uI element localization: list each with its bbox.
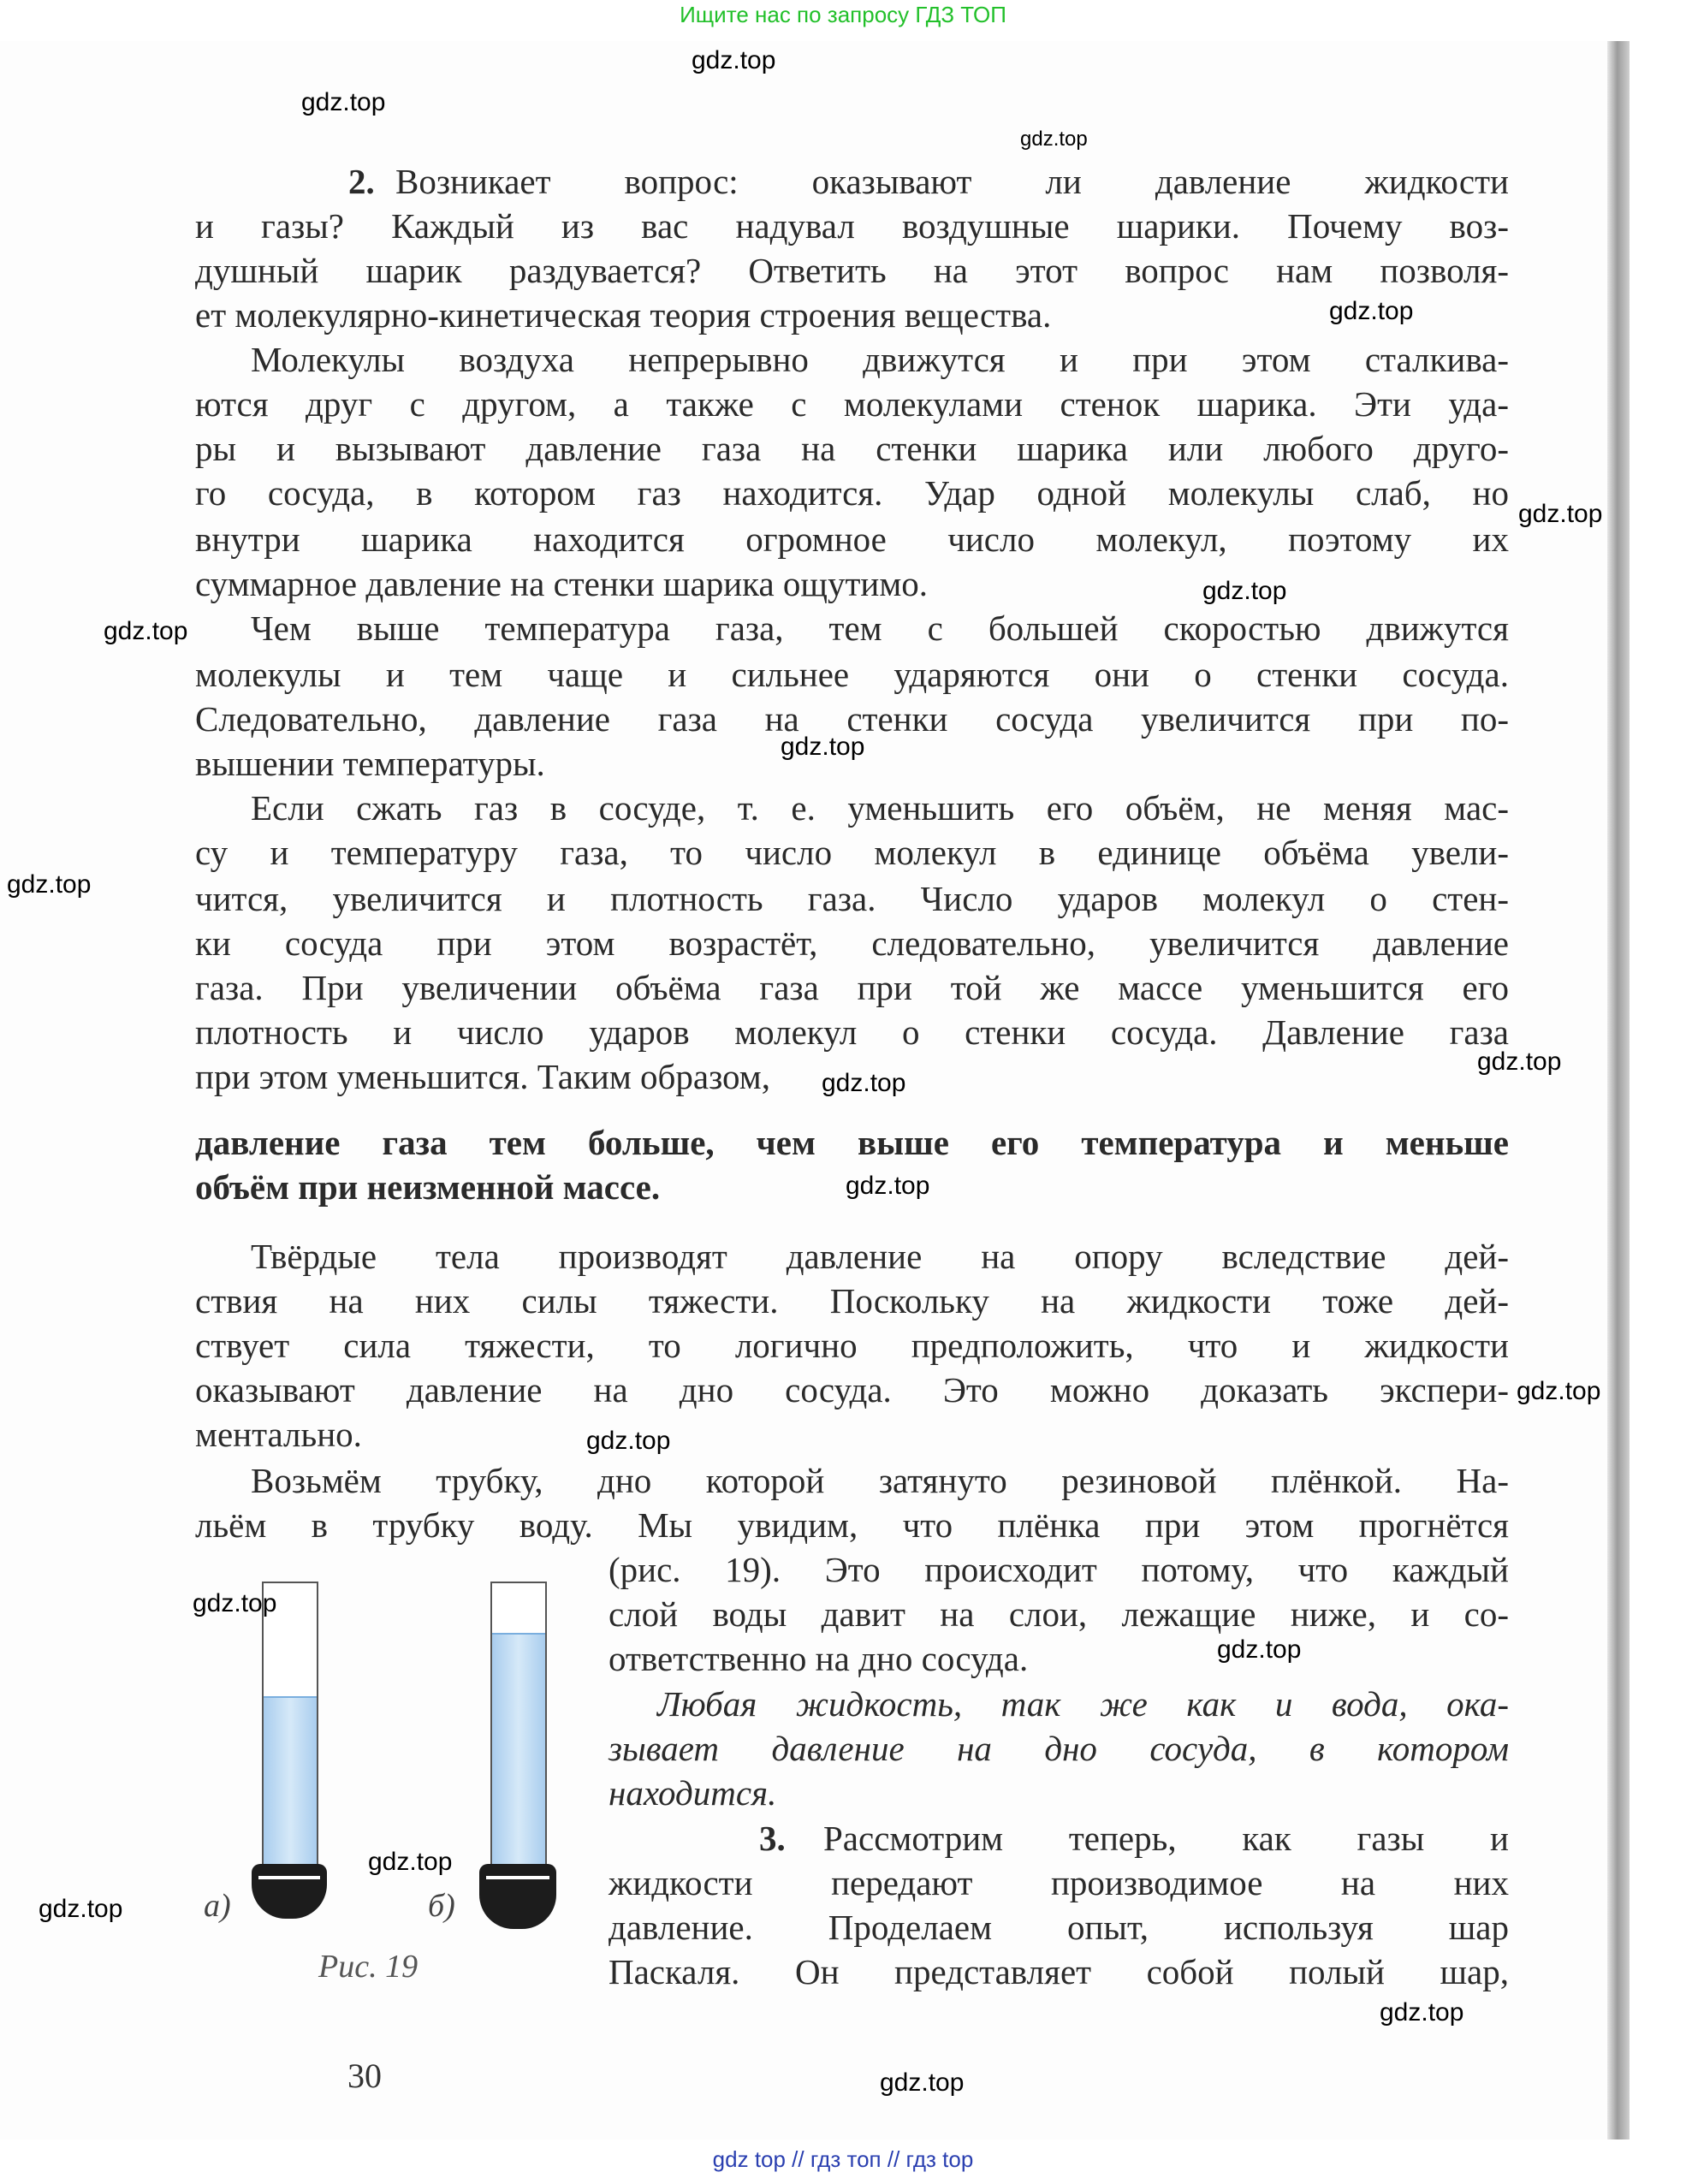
text-line: Паскаля. Он представляет собой полый шар,: [609, 1952, 1509, 1991]
watermark: gdz.top: [1477, 1047, 1562, 1076]
text-line: суммарное давление на стенки шарика ощутимо.: [195, 564, 929, 603]
figure-caption: Рис. 19: [318, 1949, 419, 1985]
section-number-2: 2.: [348, 162, 375, 201]
text-line: давление газа тем больше, чем выше его температура и меньше: [195, 1123, 1509, 1162]
text-line: (рис. 19). Это происходит потому, что каждый: [609, 1550, 1509, 1589]
text-line: объём при неизменной массе.: [195, 1167, 661, 1207]
watermark: gdz.top: [193, 1589, 277, 1617]
watermark: gdz.top: [586, 1427, 671, 1455]
watermark: gdz.top: [1517, 1377, 1601, 1405]
tube-a: [262, 1582, 318, 1869]
text-line: ментально.: [195, 1415, 362, 1454]
text-line: жидкости передают производимое на них: [609, 1863, 1509, 1902]
text-line: Твёрдые тела производят давление на опору вследствие дей-: [251, 1237, 1509, 1276]
text-line: Возьмём трубку, дно которой затянуто резиновой плёнкой. На-: [251, 1461, 1509, 1500]
figure-label-a: а): [204, 1888, 231, 1924]
text-line: Следовательно, давление газа на стенки сосуда увеличится при по-: [195, 699, 1509, 739]
text-line: плотность и число ударов молекул о стенки сосуда. Давление газа: [195, 1012, 1509, 1052]
text-line: Чем выше температура газа, тем с большей скоростью движутся: [251, 608, 1509, 648]
text-line: слой воды давит на слои, лежащие ниже, и со-: [609, 1594, 1509, 1634]
text-line: ствия на них силы тяжести. Поскольку на жидкости тоже дей-: [195, 1281, 1509, 1320]
text-line: и газы? Каждый из вас надувал воздушные шарики. Почему воз-: [195, 206, 1509, 246]
tube-b-membrane: [479, 1864, 556, 1929]
watermark: gdz.top: [1202, 577, 1287, 605]
text-line: ствует сила тяжести, то логично предположить, что и жидкости: [195, 1326, 1509, 1365]
watermark: gdz.top: [39, 1895, 123, 1923]
text-line: Возникает вопрос: оказывают ли давление жидкости: [395, 162, 1509, 201]
text-line: су и температуру газа, то число молекул в единице объёма увели-: [195, 833, 1509, 872]
watermark: gdz.top: [1020, 128, 1088, 151]
text-line: внутри шарика находится огромное число молекул, поэтому их: [195, 519, 1509, 559]
search-hint-banner: Ищите нас по запросу ГДЗ ТОП: [680, 2, 1006, 27]
text-line: давление. Проделаем опыт, используя шар: [609, 1908, 1509, 1947]
page-number: 30: [347, 2056, 382, 2095]
text-line: го сосуда, в котором газ находится. Удар одной молекулы слаб, но: [195, 473, 1509, 513]
watermark: gdz.top: [104, 617, 188, 645]
text-line: ются друг с другом, а также с молекулами стенок шарика. Эти уда-: [195, 384, 1509, 424]
page-edge-shadow: [1607, 41, 1630, 2139]
text-line: Если сжать газ в сосуде, т. е. уменьшить его объём, не меняя мас-: [251, 788, 1509, 828]
text-line: оказывают давление на дно сосуда. Это можно доказать экспери-: [195, 1370, 1509, 1410]
watermark: gdz.top: [368, 1848, 453, 1876]
tube-b-water: [492, 1633, 545, 1869]
text-line: зывает давление на дно сосуда, в котором: [609, 1729, 1509, 1768]
watermark: gdz.top: [880, 2068, 965, 2097]
watermark: gdz.top: [822, 1069, 906, 1097]
text-line: ры и вызывают давление газа на стенки шарика или любого друго-: [195, 429, 1509, 468]
watermark: gdz.top: [1380, 1998, 1464, 2027]
text-line: льём в трубку воду. Мы увидим, что плёнка при этом прогнётся: [195, 1505, 1509, 1545]
text-line: находится.: [609, 1773, 777, 1813]
watermark: gdz.top: [846, 1172, 930, 1200]
text-line: при этом уменьшится. Таким образом,: [195, 1057, 770, 1096]
watermark: gdz.top: [781, 733, 865, 761]
text-line: молекулы и тем чаще и сильнее ударяются они о стенки сосуда.: [195, 655, 1509, 694]
text-line: ки сосуда при этом возрастёт, следовательно, увеличится давление: [195, 923, 1509, 963]
text-line: вышении температуры.: [195, 744, 545, 783]
figure-label-b: б): [428, 1888, 455, 1924]
text-line: душный шарик раздувается? Ответить на этот вопрос нам позволя-: [195, 251, 1509, 290]
text-line: Рассмотрим теперь, как газы и: [823, 1819, 1509, 1858]
text-line: чится, увеличится и плотность газа. Число ударов молекул о стен-: [195, 879, 1509, 918]
watermark: gdz.top: [1217, 1635, 1302, 1664]
tube-b: [490, 1582, 547, 1869]
tube-a-water: [264, 1696, 317, 1869]
watermark: gdz.top: [7, 870, 92, 899]
watermark: gdz.top: [1518, 500, 1603, 528]
section-number-3: 3.: [759, 1819, 786, 1858]
text-line: ет молекулярно-кинетическая теория строения вещества.: [195, 295, 1052, 335]
watermark: gdz.top: [301, 88, 386, 116]
watermark: gdz.top: [1329, 297, 1414, 325]
text-line: ответственно на дно сосуда.: [609, 1639, 1029, 1678]
text-line: газа. При увеличении объёма газа при той же массе уменьшится его: [195, 968, 1509, 1007]
watermark: gdz.top: [692, 46, 776, 74]
text-line: Молекулы воздуха непрерывно движутся и при этом сталкива-: [251, 340, 1509, 379]
text-line: Любая жидкость, так же как и вода, ока-: [657, 1684, 1509, 1724]
bottom-links[interactable]: gdz top // гдз топ // гдз top: [712, 2146, 974, 2172]
